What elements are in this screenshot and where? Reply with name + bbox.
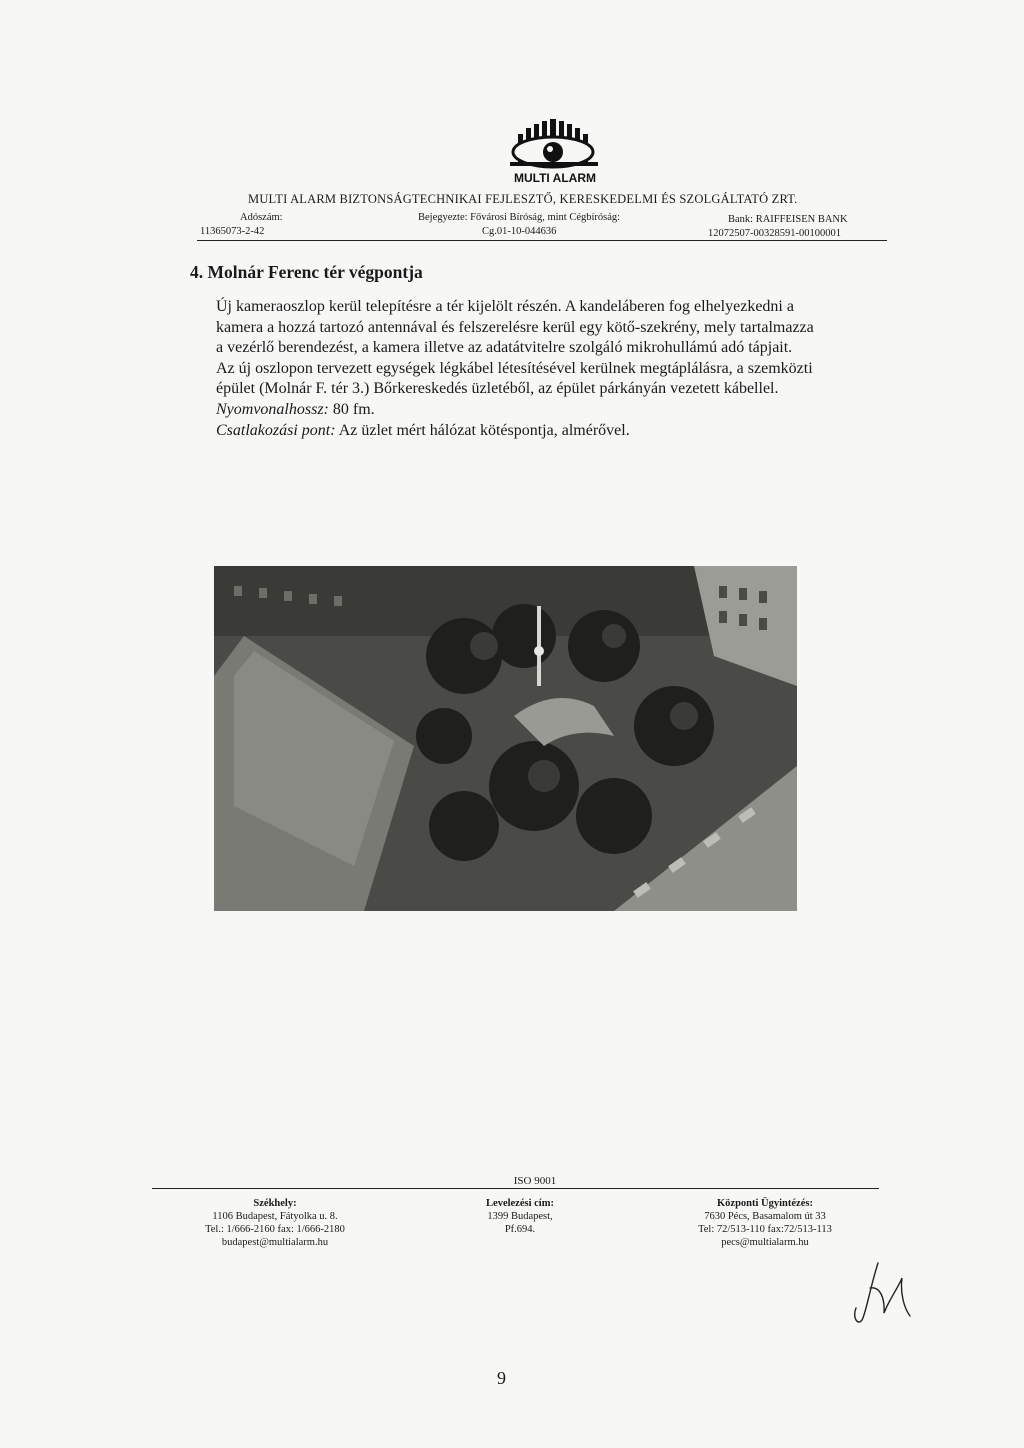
footer-central-office — [680, 1197, 850, 1249]
connection-point-label: Csatlakozási pont: — [216, 421, 336, 439]
registration-value: Cg.01-10-044636 — [482, 226, 557, 237]
mailing-line: Pf.694. — [504, 1224, 536, 1235]
route-length-label: Nyomvonalhossz: — [216, 400, 329, 418]
central-office-line: 7630 Pécs, Basamalom út 33 — [704, 1211, 826, 1222]
connection-point — [216, 421, 816, 442]
paragraph-2: Az új oszlopon tervezett egységek légkábel létesítésével kerülnek megtáplálásra, a szemközti épület (Molnár F. tér 3.) Bőrkereskedés üzletéből, az épület párkányán vezetett kábellel. — [216, 359, 813, 398]
headquarters-line: Tel.: 1/666-2160 fax: 1/666-2180 — [205, 1224, 345, 1235]
mailing-line: 1399 Budapest, — [487, 1211, 553, 1222]
paragraph-1: Új kameraoszlop kerül telepítésre a tér kijelölt részén. A kandeláberen fog elhelyezkedni a kamera a hozzá tartozó antennával és felszerelésre kerül egy kötő-szekrény, mely tartalmazza a vezérlő berendezést, a kamera illetve az adatátvitelre szolgáló mikrohullámú adó tápjait. — [216, 298, 814, 357]
central-office-line: Tel: 72/513-110 fax:72/513-113 — [698, 1224, 832, 1235]
connection-point-value: Az üzlet mért hálózat kötéspontja, almérővel. — [338, 421, 630, 439]
logo-text: MULTI ALARM — [514, 171, 596, 185]
page-number: 9 — [497, 1368, 506, 1388]
bank-value: 12072507-00328591-00100001 — [708, 228, 841, 239]
iso-label: ISO 9001 — [513, 1175, 557, 1187]
tax-label: Adószám: — [240, 212, 283, 223]
tax-value: 11365073-2-42 — [200, 226, 265, 237]
headquarters-line: 1106 Budapest, Fátyolka u. 8. — [212, 1211, 338, 1222]
footer-mailing-address — [450, 1197, 590, 1236]
company-logo — [500, 118, 610, 190]
header-divider — [197, 240, 887, 241]
central-office-heading: Központi Ügyintézés: — [717, 1198, 813, 1209]
registration-label: Bejegyezte: Fővárosi Bíróság, mint Cégbíróság: — [418, 212, 621, 223]
mailing-heading: Levelezési cím: — [486, 1198, 554, 1209]
footer-headquarters — [180, 1197, 370, 1249]
footer-divider — [152, 1188, 879, 1189]
section-title: 4. Molnár Ferenc tér végpontja — [190, 262, 423, 282]
company-name: MULTI ALARM BIZTONSÁGTECHNIKAI FEJLESZTŐ, KERESKEDELMI ÉS SZOLGÁLTATÓ ZRT. — [248, 192, 798, 206]
headquarters-line: budapest@multialarm.hu — [221, 1237, 329, 1248]
central-office-line: pecs@multialarm.hu — [721, 1237, 809, 1248]
bank-label: Bank: RAIFFEISEN BANK — [728, 214, 848, 225]
route-length — [216, 400, 816, 421]
headquarters-heading: Székhely: — [253, 1198, 297, 1209]
aerial-photo — [214, 566, 797, 911]
section-body — [216, 297, 816, 441]
route-length-value: 80 fm. — [332, 400, 375, 418]
signature — [840, 1258, 920, 1328]
